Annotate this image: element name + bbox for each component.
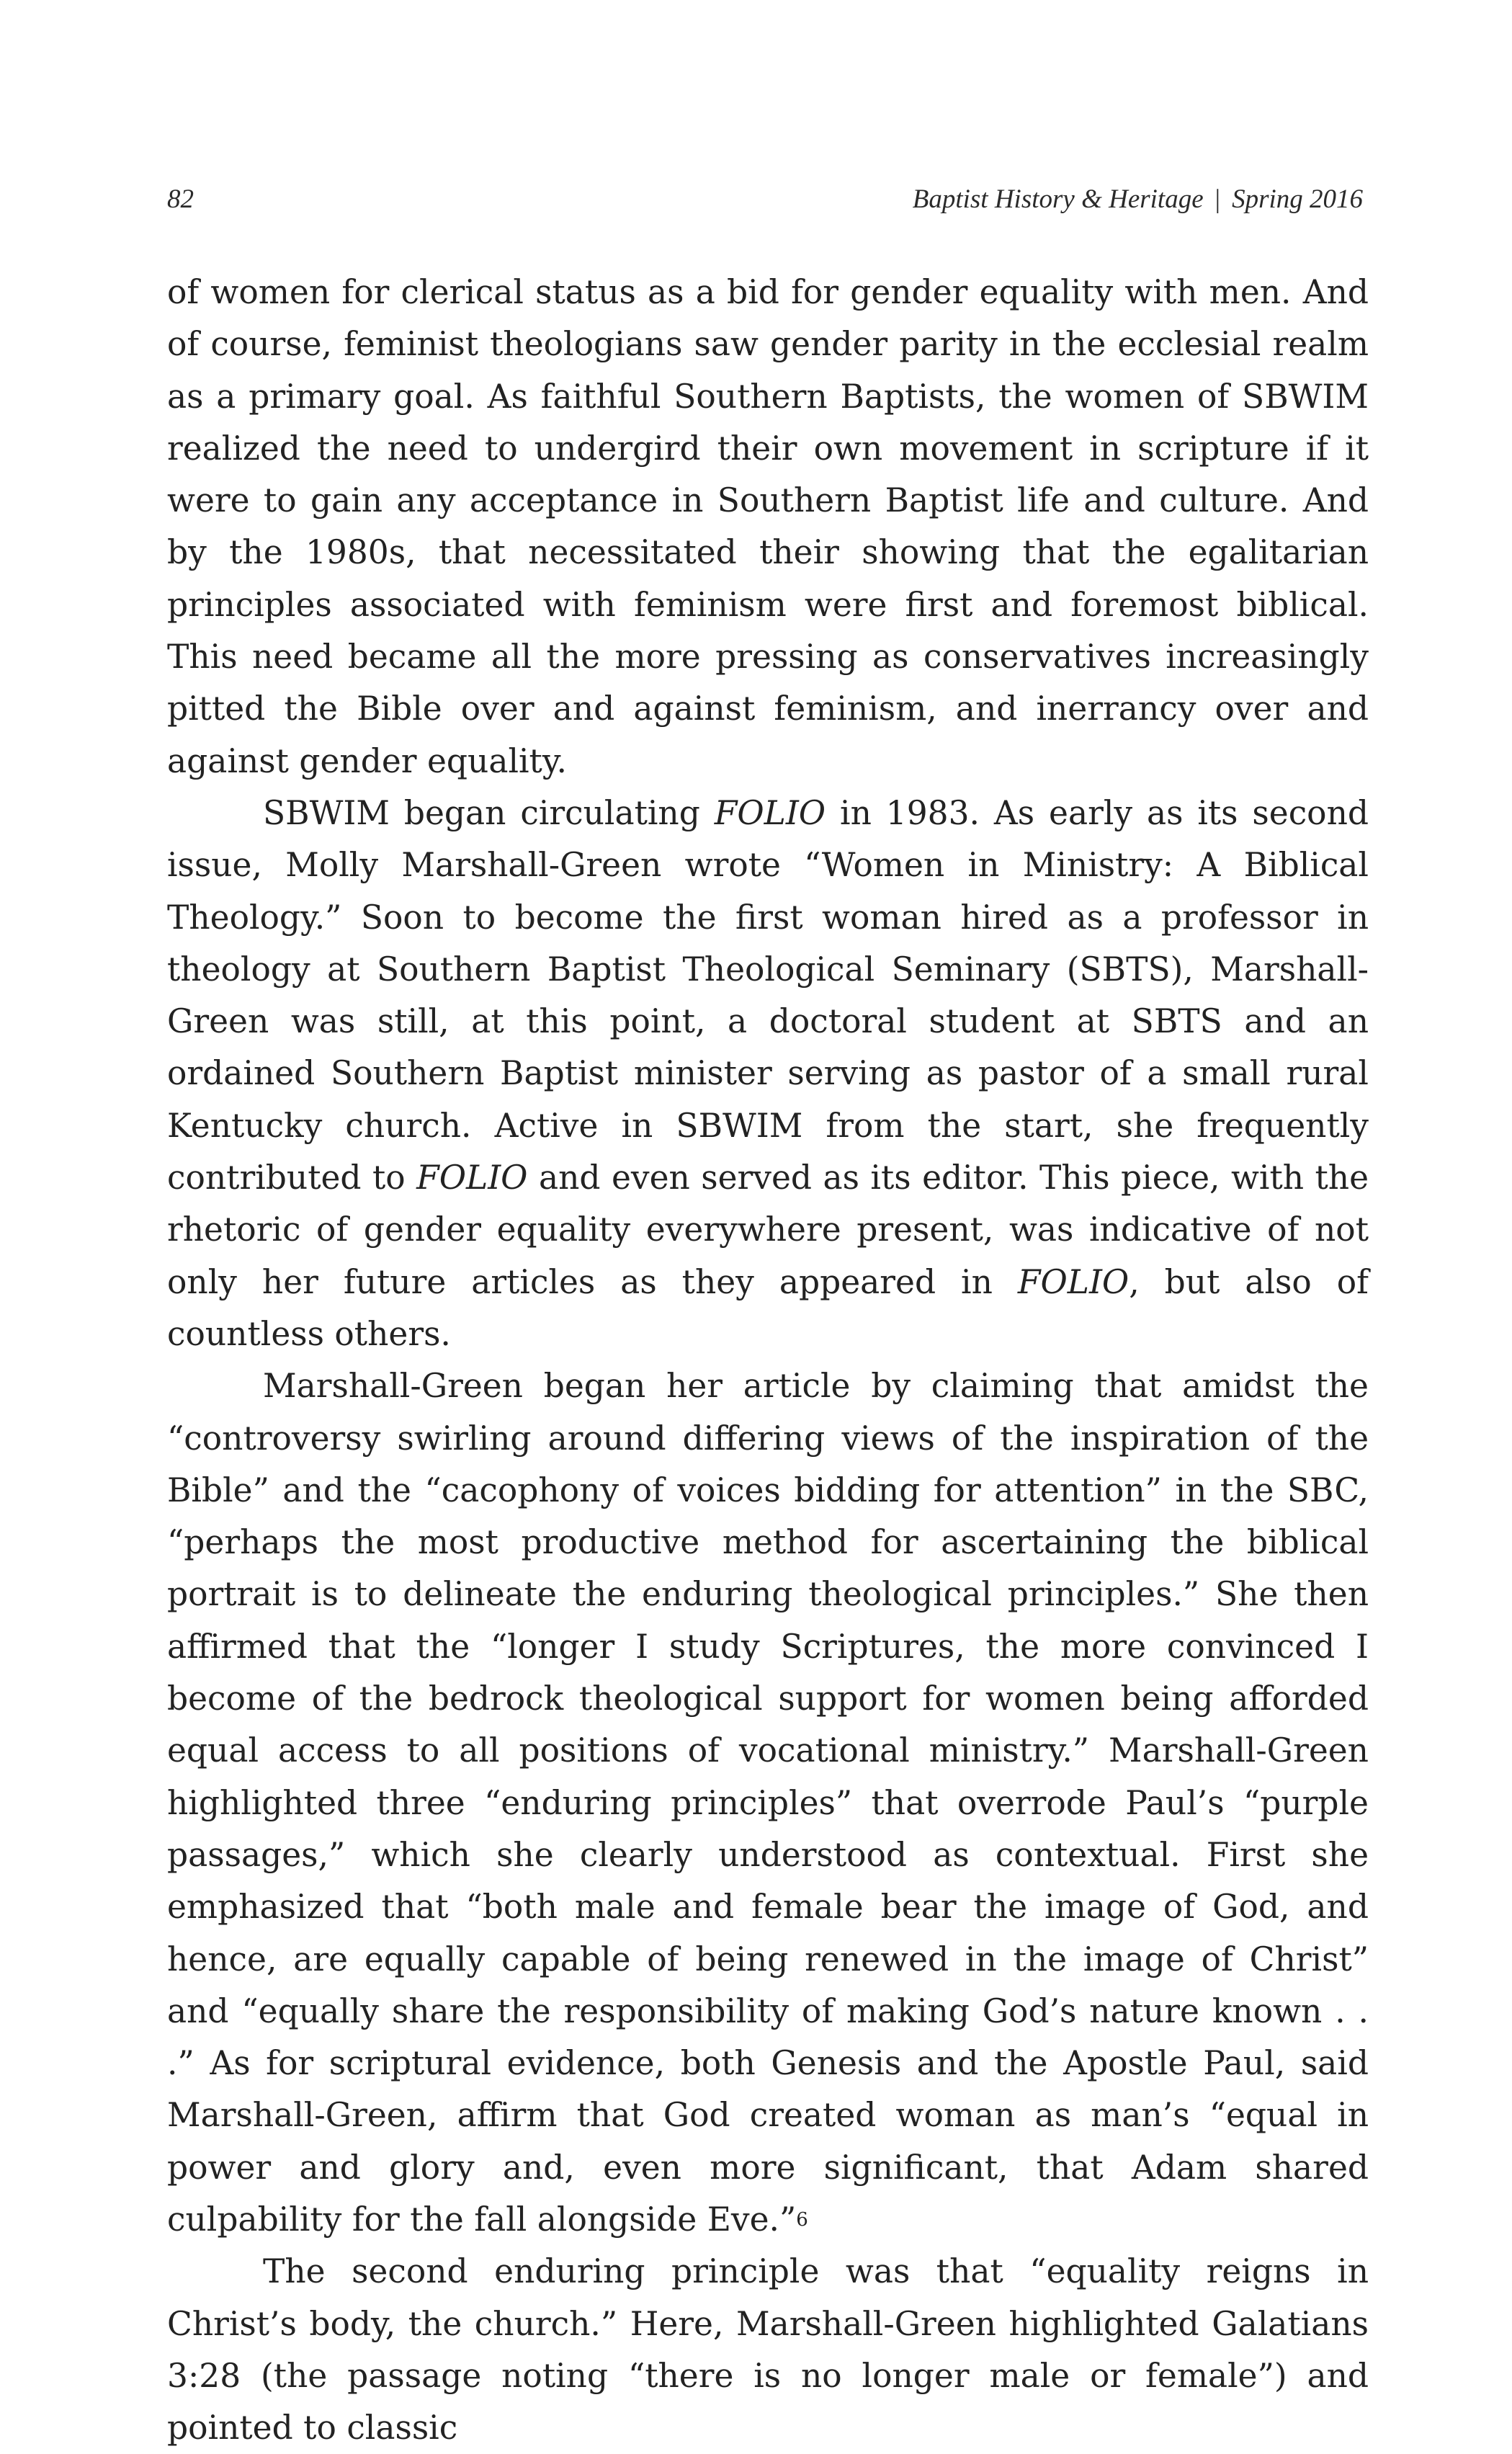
folio-title: FOLIO (416, 1159, 528, 1197)
paragraph-2 (167, 787, 1369, 1360)
paragraph-2-text-1: SBWIM began circulating (263, 793, 715, 832)
footnote-reference[interactable]: 6 (796, 2209, 808, 2231)
running-head (913, 184, 1363, 215)
paragraph-3-text: Marshall-Green began her article by claiming that amidst the “controversy swirling around differing views of the inspiration of the Bible” and the “cacophony of voices bidding for attention” in the SBC, “perhaps the most productive method for ascertaining the biblical portrait is to delineate the enduring theological principles.” She then affirmed that the “longer I study Scriptures, the more convinced I become of the bedrock theological support for women being afforded equal access to all positions of vocational ministry.” Marshall-Green highlighted three “enduring principles” that overrode Paul’s “purple passages,” which she clearly understood as contextual. First she emphasized that “both male and female bear the image of God, and hence, are equally capable of being renewed in the image of Christ” and “equally share the responsibility of making God’s nature known . . .” As for scriptural evidence, both Genesis and the Apostle Paul, said Marshall-Green, affirm that God created woman as man’s “equal in power and glory and, even more significant, that Adam shared culpability for the fall alongside Eve.” (167, 1367, 1369, 2239)
paragraph-2-text-4: , but also of countless others. (167, 1262, 1369, 1353)
paragraph-3 (167, 1360, 1369, 2246)
folio-title: FOLIO (714, 793, 826, 832)
paragraph-1: of women for clerical status as a bid for gender equality with men. And of course, feminist theologians saw gender parity in the ecclesial realm as a primary goal. As faithful Southern Baptists, the women of SBWIM realized the need to undergird their own movement in scripture if it were to gain any acceptance in Southern Baptist life and culture. And by the 1980s, that necessitated their showing that the egalitarian principles associated with feminism were first and foremost biblical. This need became all the more pressing as conservatives increasingly pitted the Bible over and against feminism, and inerrancy over and against gender equality. (167, 273, 1369, 780)
paragraph-4: The second enduring principle was that “equality reigns in Christ’s body, the church.” Here, Marshall-Green highlighted Galatians 3:28 (the passage noting “there is no longer male or female”) and pointed to classic (167, 2252, 1369, 2448)
header-separator: | (1214, 184, 1221, 214)
page-header (167, 184, 1363, 227)
paragraph-2-text-3: and even served as its editor. This piece, with the rhetoric of gender equality everywhere present, was indicative of not only her future articles as they appeared in (167, 1159, 1369, 1301)
journal-title: Baptist History & Heritage (912, 184, 1204, 214)
issue-label: Spring 2016 (1232, 184, 1363, 214)
folio-title: FOLIO (1017, 1262, 1129, 1301)
page-number: 82 (167, 184, 194, 214)
body-text (167, 267, 1369, 2454)
paragraph-2-text-2: in 1983. As early as its second issue, Molly Marshall-Green wrote “Women in Ministry: A Biblical Theology.” Soon to become the first woman hired as a professor in theology at Southern Baptist Theological Seminary (SBTS), Marshall-Green was still, at this point, a doctoral student at SBTS and an ordained Southern Baptist minister serving as pastor of a small rural Kentucky church. Active in SBWIM from the start, she frequently contributed to (167, 793, 1369, 1197)
